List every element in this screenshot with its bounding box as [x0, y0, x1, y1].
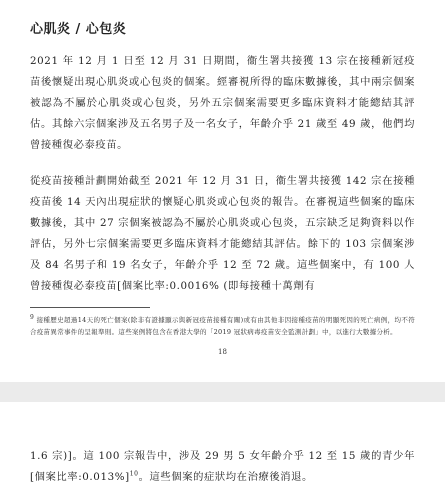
section-title: 心肌炎 / 心包炎	[30, 22, 127, 37]
paragraph-continuation	[30, 446, 415, 488]
footnote-text: 接種歷史超過14天的死亡個案(除非有證據顯示與新冠疫苗接種有關)或有由其他非因接種疫苗的明顯死因的死亡病例，均不符合疫苗異常事件的呈報準則。這些案例將包含在香港大學的「2019 冠狀病毒疫苗安全監測計劃」中，以進行大數據分析。	[30, 316, 415, 336]
document-page-19	[0, 402, 445, 500]
footnote-marker: 9	[30, 313, 35, 321]
footnote-divider	[30, 307, 150, 308]
continuation-text-end: 。這些個案的症狀均在治療後消退。	[138, 471, 313, 483]
paragraph-cumulative-cases: 從疫苗接種計劃開始截至 2021 年 12 月 31 日，衞生署共接獲 142 宗在接種疫苗後 14 天內出現症狀的懷疑心肌炎或心包炎的報告。在審視這些個案的臨床數據後，其中 27 宗個案被認為不屬於心肌炎或心包炎，五宗缺乏足夠資料以作評估，另外七宗個案需要更多臨床資料才能總結其評估。餘下的 103 宗個案涉及 84 名男子和 19 名女子，年齡介乎 12 至 72 歲。這些個案中，有 100 人曾接種復必泰疫苗[個案比率:0.0016% (即每接種十萬劑有	[30, 175, 415, 292]
footnote	[30, 314, 415, 338]
paragraph-gap	[30, 156, 415, 171]
paragraph-december-cases: 2021 年 12 月 1 日至 12 月 31 日期間，衞生署共接獲 13 宗在接種新冠疫苗後懷疑出現心肌炎或心包炎的個案。經審視所得的臨床數據後，其中兩宗個案被認為不屬於心肌炎或心包炎，另外五宗個案需要更多臨床資料才能總結其評估。其餘六宗個案涉及五名男子及一名女子，年齡介乎 21 歲至 49 歲，他們均曾接種復必泰疫苗。	[30, 55, 415, 151]
footnote-reference-marker: 10	[129, 470, 139, 478]
page-number: 18	[218, 348, 227, 356]
continuation-text: 1.6 宗)]。這 100 宗報告中，涉及 29 男 5 女年齡介乎 12 至 15 歲的青少年[個案比率:0.013%]	[30, 450, 415, 483]
